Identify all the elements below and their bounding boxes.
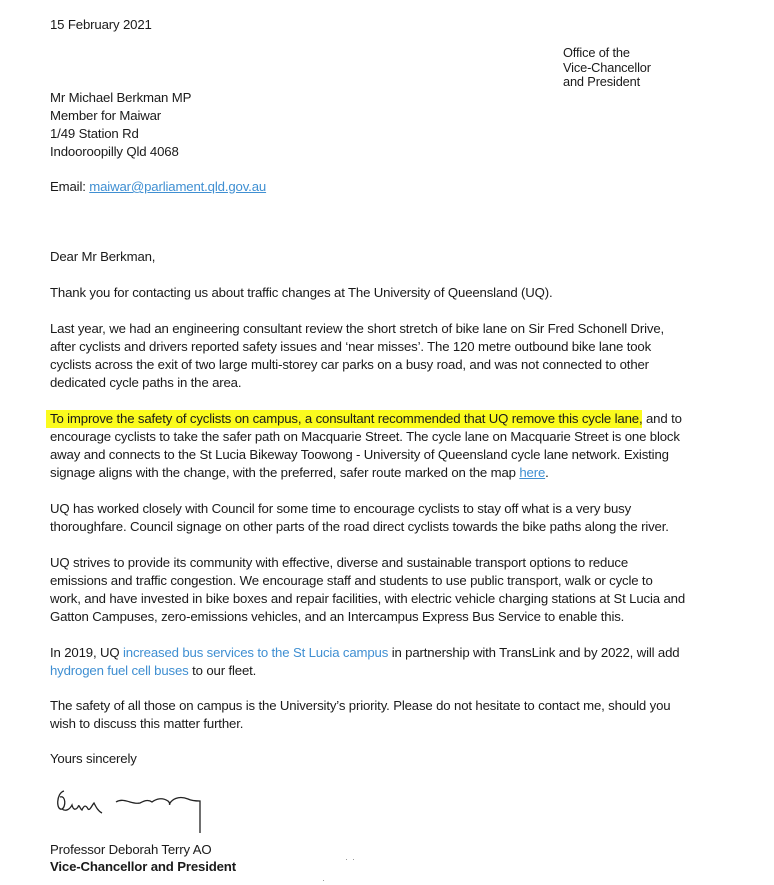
- email-link[interactable]: maiwar@parliament.qld.gov.au: [89, 179, 267, 194]
- paragraph-5: [50, 554, 685, 626]
- paragraph-1: [50, 284, 553, 302]
- letter-date: 15 February 2021: [50, 17, 152, 32]
- paragraph-4: [50, 500, 669, 536]
- office-line: Office of the: [563, 45, 630, 60]
- paragraph-text: .: [545, 465, 549, 480]
- signature-image: [52, 785, 262, 845]
- recipient-address: [50, 89, 191, 161]
- paragraph-2: [50, 320, 664, 392]
- recipient-name: Mr Michael Berkman MP: [50, 90, 192, 105]
- email-label: Email:: [50, 179, 90, 194]
- paragraph-line: Last year, we had an engineering consultant review the short stretch of bike lane on Sir Fred Schonell Drive,: [50, 321, 665, 336]
- paragraph-text: In 2019, UQ: [50, 645, 123, 660]
- paragraph-line: [50, 644, 679, 662]
- paragraph-line: Thank you for contacting us about traffic changes at The University of Queensland (UQ).: [50, 285, 553, 300]
- paragraph-line: [50, 662, 679, 680]
- paragraph-7: [50, 697, 670, 733]
- paragraph-line: [50, 464, 682, 482]
- recipient-street: 1/49 Station Rd: [50, 126, 139, 141]
- scan-speck: [323, 880, 324, 881]
- paragraph-line: emissions and traffic congestion. We encourage staff and students to use public transport, walk or cycle to: [50, 573, 653, 588]
- paragraph-line: work, and have invested in bike boxes and repair facilities, with electric vehicle charging stations at St Lucia and: [50, 591, 686, 606]
- hydrogen-buses-link[interactable]: hydrogen fuel cell buses: [50, 663, 189, 678]
- salutation: Dear Mr Berkman,: [50, 249, 156, 264]
- paragraph-text: signage aligns with the change, with the preferred, safer route marked on the map: [50, 465, 520, 480]
- signatory-title: Vice-Chancellor and President: [50, 859, 236, 874]
- paragraph-line: encourage cyclists to take the safer path on Macquarie Street. The cycle lane on Macquarie Street is one block: [50, 429, 680, 444]
- paragraph-3: [50, 410, 682, 482]
- scan-speck: [346, 859, 347, 860]
- email-line: [50, 178, 266, 196]
- office-header: [563, 46, 651, 90]
- paragraph-line: UQ has worked closely with Council for some time to encourage cyclists to stay off what is a very busy: [50, 501, 632, 516]
- recipient-role: Member for Maiwar: [50, 108, 162, 123]
- paragraph-line: wish to discuss this matter further.: [50, 716, 244, 731]
- paragraph-line: thoroughfare. Council signage on other parts of the road direct cyclists towards the bike paths along the river.: [50, 519, 669, 534]
- paragraph-line: Gatton Campuses, zero-emissions vehicles, and an Intercampus Express Bus Service to enable this.: [50, 609, 625, 624]
- paragraph-line: The safety of all those on campus is the University’s priority. Please do not hesitate to contact me, should you: [50, 698, 671, 713]
- paragraph-line: cyclists across the exit of two large multi-storey car parks on a busy road, and was not connected to other: [50, 357, 649, 372]
- signatory-name: Professor Deborah Terry AO: [50, 842, 212, 857]
- map-link[interactable]: here: [519, 465, 546, 480]
- paragraph-line: dedicated cycle paths in the area.: [50, 375, 242, 390]
- office-line: Vice-Chancellor: [563, 59, 651, 75]
- recipient-city: Indooroopilly Qld 4068: [50, 144, 179, 159]
- highlighted-text: To improve the safety of cyclists on campus, a consultant recommended that UQ remove this cycle lane,: [46, 410, 642, 428]
- paragraph-line: UQ strives to provide its community with effective, diverse and sustainable transport options to reduce: [50, 555, 629, 570]
- paragraph-text: to our fleet.: [188, 663, 257, 678]
- paragraph-line: [50, 410, 682, 428]
- bus-services-link[interactable]: increased bus services to the St Lucia campus: [122, 645, 389, 660]
- paragraph-line: away and connects to the St Lucia Bikeway Toowong - University of Queensland cycle lane network. Existing: [50, 447, 669, 462]
- closing: Yours sincerely: [50, 751, 137, 766]
- paragraph-text: in partnership with TransLink and by 2022, will add: [388, 645, 680, 660]
- scan-speck: [353, 859, 354, 860]
- office-line: and President: [563, 74, 641, 89]
- paragraph-text: and to: [642, 411, 682, 426]
- paragraph-6: [50, 644, 679, 680]
- paragraph-line: after cyclists and drivers reported safety issues and ‘near misses’. The 120 metre outbound bike lane took: [50, 339, 652, 354]
